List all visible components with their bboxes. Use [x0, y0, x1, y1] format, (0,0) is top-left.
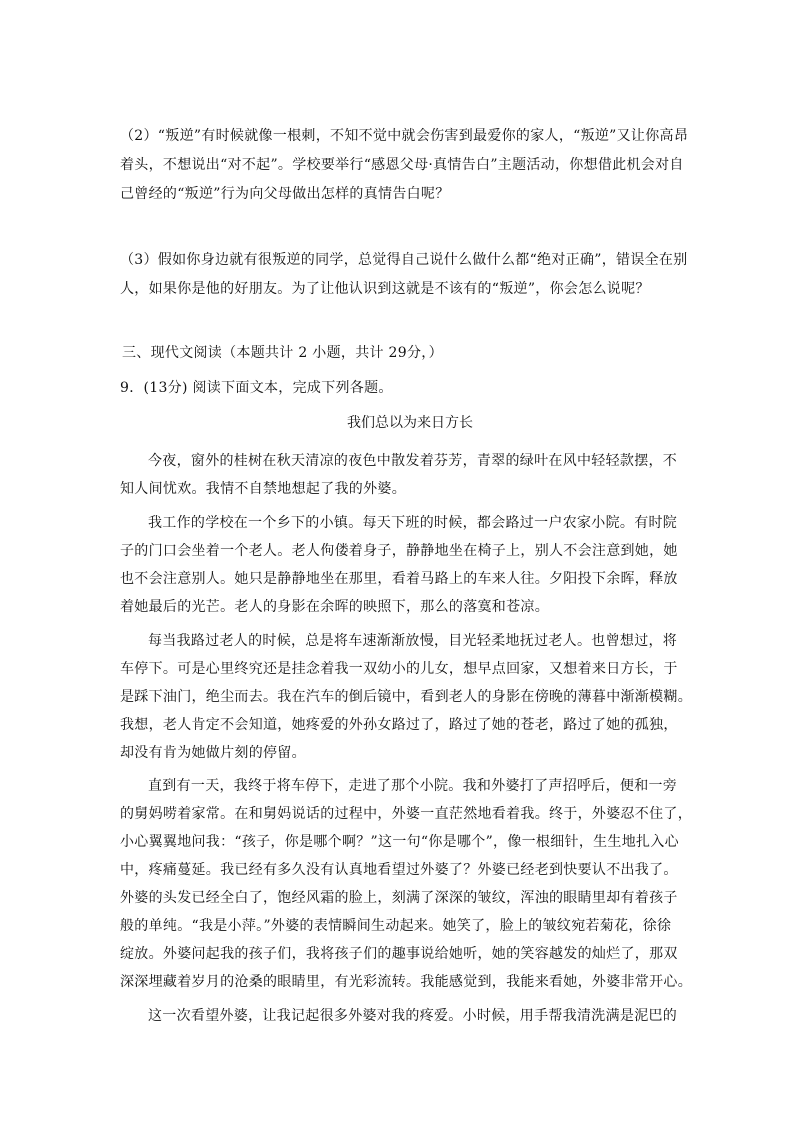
paragraph-line: 是踩下油门，绝尘而去。我在汽车的倒后镜中，看到老人的身影在傍晚的薄暮中渐渐模糊。	[120, 689, 692, 705]
paragraph-line: 也不会注意别人。她只是静静地坐在那里，看着马路上的车来人往。夕阳投下余晖，释放	[120, 571, 678, 587]
question-3-line: （3）假如你身边就有很叛逆的同学，总觉得自己说什么做什么都“绝对正确”，错误全在别	[120, 252, 688, 268]
paragraph-line: 知人间忧欢。我情不自禁地想起了我的外婆。	[120, 481, 406, 497]
paragraph-line: 子的门口会坐着一个老人。老人佝偻着身子，静静地坐在椅子上，别人不会注意到她，她	[120, 543, 678, 559]
paragraph-line: 深深埋藏着岁月的沧桑的眼睛里，有光彩流转。我能感觉到，我能来看她，外婆非常开心。	[120, 974, 692, 990]
question-9-label: 9．(13分) 阅读下面文本，完成下列各题。	[120, 380, 393, 396]
paragraph-line: 却没有肯为她做片刻的停留。	[120, 745, 306, 761]
paragraph-line: 车停下。可是心里终究还是挂念着我一双幼小的儿女，想早点回家，又想着来日方长，于	[120, 661, 678, 677]
article-title: 我们总以为来日方长	[347, 415, 473, 431]
paragraph-line: 每当我路过老人的时候，总是将车速渐渐放慢，目光轻柔地抚过老人。也曾想过，将	[148, 633, 678, 649]
paragraph-line: 般的单纯。“我是小萍。”外婆的表情瞬间生动起来。她笑了，脸上的皱纹宛若菊花，徐徐	[120, 918, 672, 934]
question-2-line: 己曾经的“叛逆”行为向父母做出怎样的真情告白呢？	[120, 186, 450, 202]
paragraph-line: 我想，老人肯定不会知道，她疼爱的外孙女路过了，路过了她的苍老，路过了她的孤独，	[120, 717, 678, 733]
paragraph-line: 这一次看望外婆，让我记起很多外婆对我的疼爱。小时候，用手帮我清洗满是泥巴的	[148, 1008, 678, 1024]
paragraph-line: 绽放。外婆问起我的孩子们，我将孩子们的趣事说给她听，她的笑容越发的灿烂了，那双	[120, 946, 678, 962]
paragraph-line: 着她最后的光芒。老人的身影在余晖的映照下，那么的落寞和苍凉。	[120, 599, 549, 615]
paragraph-line: 小心翼翼地问我：“孩子，你是哪个啊？”这一句“你是哪个”，像一根细针，生生地扎入心	[120, 834, 679, 850]
paragraph-line: 今夜，窗外的桂树在秋天清凉的夜色中散发着芬芳，青翠的绿叶在风中轻轻款摆，不	[148, 453, 678, 469]
question-2-line: 着头，不想说出“对不起”。学校要举行“感恩父母·真情告白”主题活动，你想借此机会对自	[120, 157, 684, 173]
paragraph-line: 的舅妈唠着家常。在和舅妈说话的过程中，外婆一直茫然地看着我。终于，外婆忍不住了，	[120, 806, 692, 822]
question-3-line: 人，如果你是他的好朋友。为了让他认识到这就是不该有的“叛逆”，你会怎么说呢？	[120, 281, 650, 297]
paragraph-line: 外婆的头发已经全白了，饱经风霜的脸上，刻满了深深的皱纹，浑浊的眼睛里却有着孩子	[120, 890, 678, 906]
paragraph-line: 直到有一天，我终于将车停下，走进了那个小院。我和外婆打了声招呼后，便和一旁	[148, 778, 678, 794]
paragraph-line: 我工作的学校在一个乡下的小镇。每天下班的时候，都会路过一户农家小院。有时院	[148, 515, 678, 531]
section-heading: 三、现代文阅读（本题共计 2 小题，共计 29分，）	[122, 345, 443, 361]
paragraph-line: 中，疼痛蔓延。我已经有多久没有认真地看望过外婆了？外婆已经老到快要认不出我了。	[120, 862, 678, 878]
question-2-line: （2）“叛逆”有时候就像一根刺，不知不觉中就会伤害到最爱你的家人，“叛逆”又让你高昂	[120, 128, 689, 144]
